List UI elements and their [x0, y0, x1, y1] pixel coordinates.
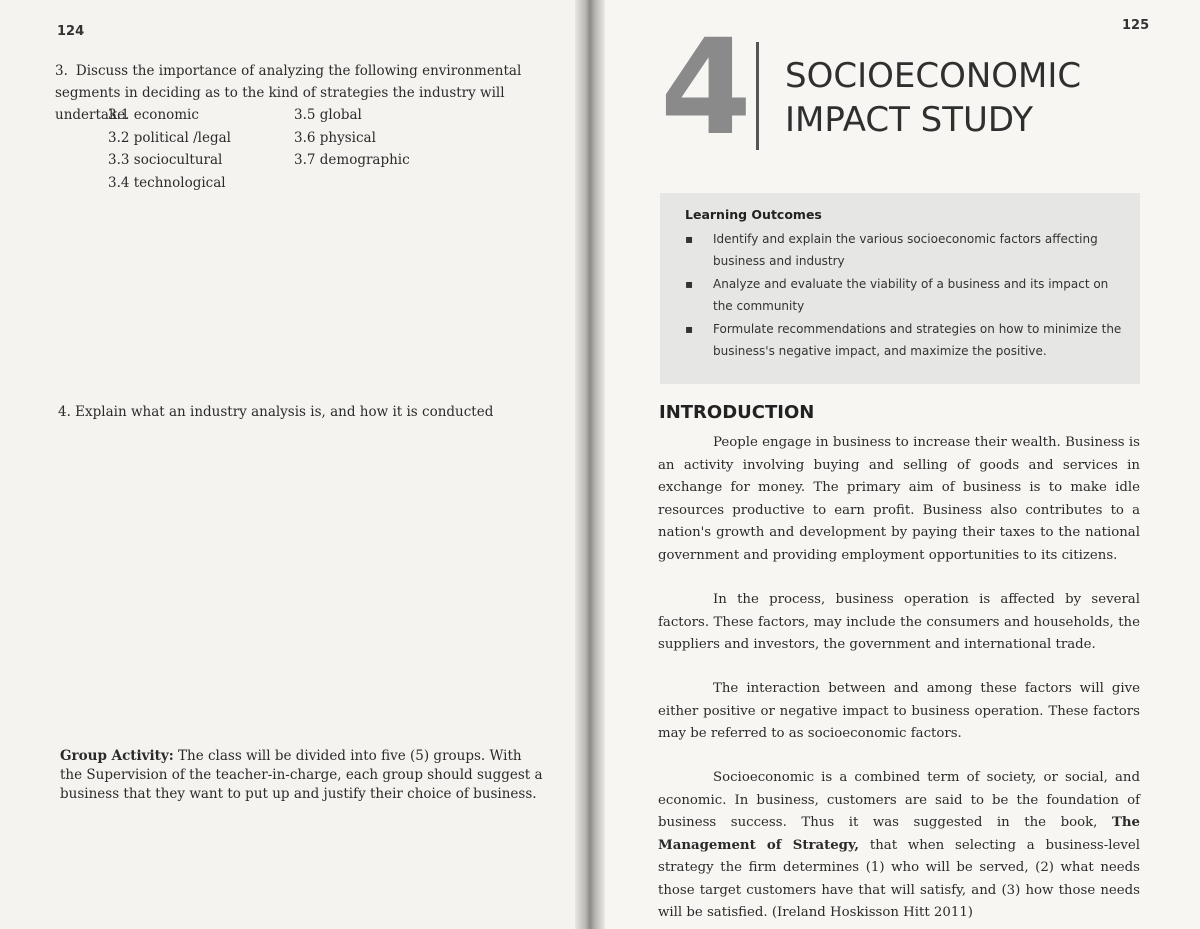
learning-outcomes-list [685, 228, 1125, 363]
chapter-number: 4 [660, 11, 748, 165]
group-activity [60, 747, 545, 804]
segment-item: 3.2 political /legal [108, 129, 231, 146]
paragraph-4-text-before: Socioeconomic is a combined term of society, or social, and economic. In business, customers are said to be the foundation of business success. Thus it was suggested in the book, [658, 770, 1140, 830]
left-page-number: 124 [57, 24, 85, 39]
bullet-icon: ▪ [685, 322, 694, 336]
bullet-icon: ▪ [685, 277, 694, 291]
question-4: 4. Explain what an industry analysis is, and how it is conducted [58, 404, 494, 420]
segments-column-2 [294, 104, 410, 172]
question-3-text: Discuss the importance of analyzing the following environmental segments in deciding as to the kind of strategies the industry will undertake. [55, 63, 522, 123]
learning-outcomes-title: Learning Outcomes [685, 207, 822, 222]
intro-paragraph-2: In the process, business operation is affected by several factors. These factors, may include the consumers and households, the suppliers and investors, the government and international trade. [658, 592, 1140, 652]
learning-outcome-text: Analyze and evaluate the viability of a business and its impact on the community [713, 277, 1109, 313]
intro-paragraph-4 [658, 767, 1140, 925]
book-title: The Management of Strategy, [658, 815, 1140, 853]
chapter-divider [756, 42, 759, 150]
learning-outcome-item [685, 228, 1125, 272]
learning-outcome-item [685, 318, 1125, 362]
segment-item: 3.7 demographic [294, 152, 410, 168]
segment-item: 3.4 technological [108, 174, 226, 191]
intro-paragraph-3: The interaction between and among these factors will give either positive or negative impact to business operation. These factors may be referred to as socioeconomic factors. [658, 681, 1140, 741]
segment-item: 3.6 physical [294, 129, 376, 146]
group-activity-text: The class will be divided into five (5) groups. With the Supervision of the teacher-in-charge, each group should suggest a business that they want to put up and justify their choice of business. [60, 748, 543, 802]
bullet-icon: ▪ [685, 232, 694, 246]
paragraph-4-text-after: that when selecting a business-level strategy the firm determines (1) who will be served, (2) what needs those target customers have that will satisfy, and (3) how those needs will be satisfied. (Ireland Hoskisson Hitt 2011) [658, 837, 1140, 920]
chapter-title [785, 54, 1081, 142]
segment-item: 3.3 sociocultural [108, 152, 223, 168]
chapter-title-line-2: IMPACT STUDY [785, 100, 1033, 140]
learning-outcome-text: Formulate recommendations and strategies on how to minimize the business's negative impact, and maximize the positive. [713, 322, 1122, 358]
book-gutter [575, 0, 605, 929]
segments-column-1 [108, 104, 231, 194]
intro-paragraph-1: People engage in business to increase their wealth. Business is an activity involving buying and selling of goods and services in exchange for money. The primary aim of business is to make idle resources productive to earn profit. Business also contributes to a nation's growth and development by paying their taxes to the national government and providing employment opportunities to its citizens. [658, 435, 1140, 563]
learning-outcome-item [685, 273, 1125, 317]
introduction-heading: INTRODUCTION [659, 402, 815, 423]
right-page-number: 125 [1122, 18, 1150, 33]
chapter-title-line-1: SOCIOECONOMIC [785, 56, 1082, 96]
question-3-number: 3. [55, 63, 68, 79]
group-activity-label: Group Activity: [60, 748, 174, 764]
segment-item: 3.5 global [294, 107, 362, 123]
learning-outcome-text: Identify and explain the various socioeconomic factors affecting business and industry [713, 232, 1098, 268]
segment-item: 3.1 economic [108, 107, 199, 123]
